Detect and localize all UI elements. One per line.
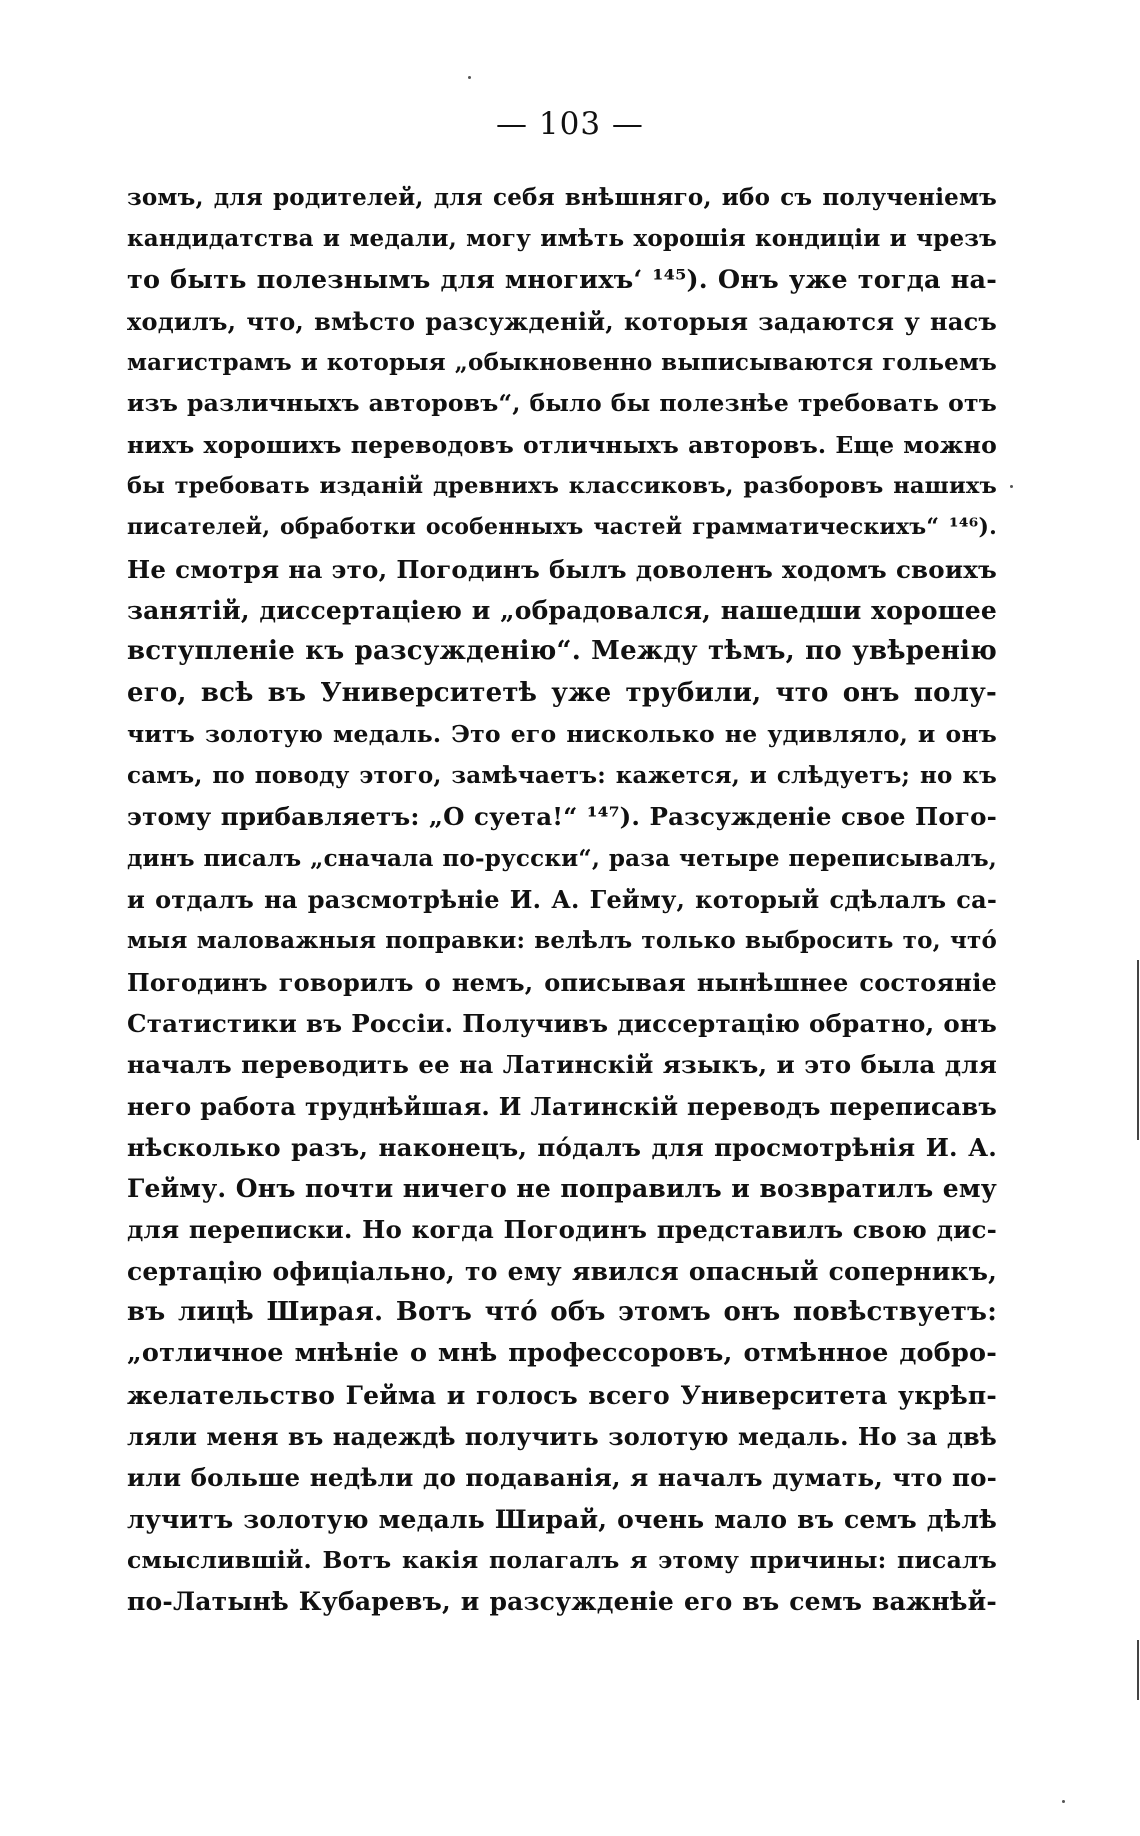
text-line: или больше недѣли до подаванія, я началъ думать, что по- xyxy=(127,1463,997,1493)
text-line: смыслившій. Вотъ какія полагалъ я этому причины: писалъ xyxy=(127,1545,997,1574)
text-line: этому прибавляетъ: „О суета!“ ¹⁴⁷). Разсужденіе свое Пого- xyxy=(127,802,997,832)
text-line: динъ писалъ „сначала по-русски“, раза четыре переписывалъ, xyxy=(127,844,997,872)
text-line: магистрамъ и которыя „обыкновенно выписываются гольемъ xyxy=(127,349,997,377)
text-line: для переписки. Но когда Погодинъ представилъ свою дис- xyxy=(127,1215,997,1245)
text-line: въ лицѣ Ширая. Вотъ что́ объ этомъ онъ повѣствуетъ: xyxy=(127,1297,997,1328)
text-line: него работа труднѣйшая. И Латинскій переводъ переписавъ xyxy=(127,1091,997,1121)
scan-edge-mark xyxy=(1137,960,1139,1140)
text-line: Статистики въ Россіи. Получивъ диссертацію обратно, онъ xyxy=(127,1008,997,1038)
text-line: самъ, по поводу этого, замѣчаетъ: кажется, и слѣдуетъ; но къ xyxy=(127,762,997,790)
text-line: занятій, диссертаціею и „обрадовался, нашедши хорошее xyxy=(127,595,997,625)
text-line: зомъ, для родителей, для себя внѣшняго, ибо съ полученіемъ xyxy=(127,184,997,211)
text-line: и отдалъ на разсмотрѣніе И. А. Гейму, который сдѣлалъ са- xyxy=(127,885,997,915)
scan-edge-mark xyxy=(1137,1640,1139,1700)
page-number: — 103 — xyxy=(496,106,644,142)
text-line: бы требовать изданій древнихъ классиковъ, разборовъ нашихъ xyxy=(127,473,997,500)
scan-speck xyxy=(468,76,471,79)
text-line: читъ золотую медаль. Это его нисколько не удивляло, и онъ xyxy=(127,719,997,748)
text-line: желательство Гейма и голосъ всего Университета укрѣп- xyxy=(127,1380,997,1410)
text-line: кандидатства и медали, могу имѣть хорошія кондиціи и чрезъ xyxy=(127,225,997,253)
text-line: сертацію офиціально, то ему явился опасный соперникъ, xyxy=(127,1256,997,1286)
text-line: Погодинъ говорилъ о немъ, описывая нынѣшнее состояніе xyxy=(127,967,997,997)
text-line: по-Латынѣ Кубаревъ, и разсужденіе его въ семъ важнѣй- xyxy=(127,1587,997,1617)
body-text xyxy=(127,177,997,1622)
scan-speck xyxy=(1062,1800,1065,1803)
text-line: Гейму. Онъ почти ничего не поправилъ и возвратилъ ему xyxy=(127,1174,997,1204)
text-line: ходилъ, что, вмѣсто разсужденій, которыя задаются у насъ xyxy=(127,306,997,336)
text-line: вступленіе къ разсужденію“. Между тѣмъ, по увѣренію xyxy=(127,636,997,667)
text-line: мыя маловажныя поправки: велѣлъ только выбросить то, что́ xyxy=(127,927,997,955)
text-line: изъ различныхъ авторовъ“, было бы полезнѣе требовать отъ xyxy=(127,389,997,418)
text-line: писателей, обработки особенныхъ частей грамматическихъ“ ¹⁴⁶). xyxy=(127,514,997,541)
text-line: ляли меня въ надеждѣ получить золотую медаль. Но за двѣ xyxy=(127,1421,997,1451)
text-line: нихъ хорошихъ переводовъ отличныхъ авторовъ. Еще можно xyxy=(127,430,997,459)
text-line: Не смотря на это, Погодинъ былъ доволенъ ходомъ своихъ xyxy=(127,554,997,584)
text-line: началъ переводить ее на Латинскій языкъ, и это была для xyxy=(127,1050,997,1080)
text-line: то быть полезнымъ для многихъ‘ ¹⁴⁵). Онъ уже тогда на- xyxy=(127,264,997,295)
scan-speck xyxy=(1010,485,1013,488)
text-line: „отличное мнѣніе о мнѣ профессоровъ, отмѣнное добро- xyxy=(127,1338,997,1369)
text-line: лучитъ золотую медаль Ширай, очень мало въ семъ дѣлѣ xyxy=(127,1504,997,1534)
text-line: нѣсколько разъ, наконецъ, по́далъ для просмотрѣнія И. А. xyxy=(127,1132,997,1162)
text-line: его, всѣ въ Университетѣ уже трубили, что онъ полу- xyxy=(127,677,997,708)
